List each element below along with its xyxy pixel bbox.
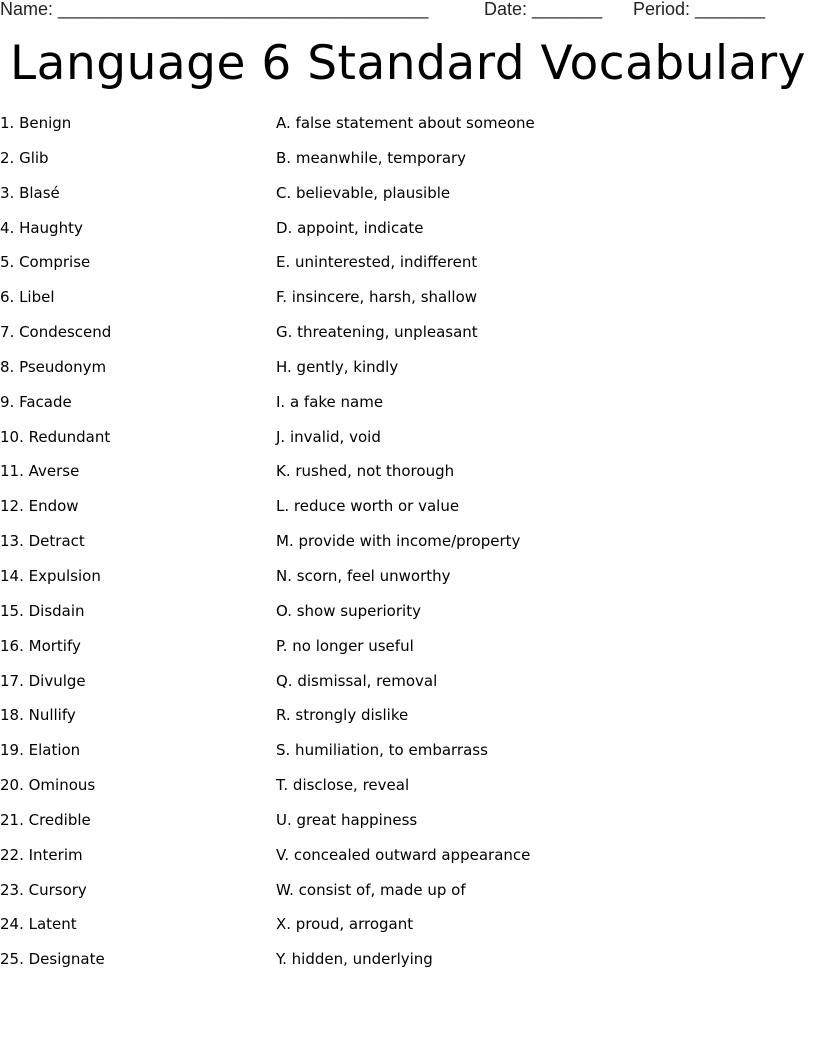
vocab-row <box>0 145 816 180</box>
vocab-row <box>0 528 816 563</box>
vocab-row <box>0 284 816 319</box>
vocab-definition: W. consist of, made up of <box>276 880 466 899</box>
vocab-term: 6. Libel <box>0 288 55 307</box>
vocab-definition: X. proud, arrogant <box>276 915 414 934</box>
vocabulary-list <box>0 110 816 981</box>
vocab-term: 15. Disdain <box>0 601 85 620</box>
date-field[interactable]: Date: _______ <box>484 0 603 19</box>
vocab-row <box>0 215 816 250</box>
vocab-term: 2. Glib <box>0 148 49 167</box>
vocab-term: 22. Interim <box>0 845 83 864</box>
vocab-row <box>0 389 816 424</box>
vocab-definition: G. threatening, unpleasant <box>276 323 478 342</box>
vocab-term: 20. Ominous <box>0 776 96 795</box>
vocab-term: 16. Mortify <box>0 636 81 655</box>
vocab-row <box>0 249 816 284</box>
vocab-term: 7. Condescend <box>0 323 112 342</box>
vocab-definition: F. insincere, harsh, shallow <box>276 288 478 307</box>
vocab-row <box>0 354 816 389</box>
vocab-definition: Q. dismissal, removal <box>276 671 438 690</box>
vocab-definition: Y. hidden, underlying <box>276 950 433 969</box>
vocab-row <box>0 180 816 215</box>
vocab-definition: T. disclose, reveal <box>276 776 410 795</box>
period-field[interactable]: Period: _______ <box>633 0 766 19</box>
vocab-definition: R. strongly dislike <box>276 706 409 725</box>
vocab-definition: H. gently, kindly <box>276 357 399 376</box>
vocab-row <box>0 946 816 981</box>
vocab-definition: U. great happiness <box>276 810 418 829</box>
vocab-row <box>0 877 816 912</box>
vocab-definition: P. no longer useful <box>276 636 414 655</box>
vocab-term: 25. Designate <box>0 950 105 969</box>
vocab-row <box>0 668 816 703</box>
vocab-term: 4. Haughty <box>0 218 83 237</box>
vocab-definition: S. humiliation, to embarrass <box>276 741 488 760</box>
vocab-term: 23. Cursory <box>0 880 87 899</box>
vocab-term: 9. Facade <box>0 392 72 411</box>
vocab-term: 18. Nullify <box>0 706 76 725</box>
vocab-row <box>0 911 816 946</box>
vocab-definition: E. uninterested, indifferent <box>276 253 478 272</box>
vocab-row <box>0 598 816 633</box>
vocab-definition: L. reduce worth or value <box>276 497 460 516</box>
vocab-term: 19. Elation <box>0 741 81 760</box>
vocab-row <box>0 772 816 807</box>
vocab-definition: I. a fake name <box>276 392 384 411</box>
vocab-term: 12. Endow <box>0 497 79 516</box>
vocab-definition: O. show superiority <box>276 601 421 620</box>
vocab-row <box>0 702 816 737</box>
vocab-row <box>0 737 816 772</box>
vocab-term: 11. Averse <box>0 462 80 481</box>
vocab-definition: C. believable, plausible <box>276 183 451 202</box>
vocab-term: 14. Expulsion <box>0 566 101 585</box>
vocab-term: 21. Credible <box>0 810 91 829</box>
vocab-row <box>0 842 816 877</box>
vocab-term: 17. Divulge <box>0 671 86 690</box>
page-title: Language 6 Standard Vocabulary <box>9 36 806 91</box>
vocab-row <box>0 493 816 528</box>
vocab-term: 13. Detract <box>0 532 85 551</box>
vocab-definition: B. meanwhile, temporary <box>276 148 467 167</box>
vocab-term: 8. Pseudonym <box>0 357 107 376</box>
vocab-definition: A. false statement about someone <box>276 114 535 132</box>
vocab-term: 1. Benign <box>0 114 72 132</box>
vocab-row <box>0 563 816 598</box>
vocab-row <box>0 633 816 668</box>
vocab-definition: M. provide with income/property <box>276 532 521 551</box>
vocab-definition: J. invalid, void <box>276 427 381 446</box>
vocab-term: 24. Latent <box>0 915 77 934</box>
vocab-term: 10. Redundant <box>0 427 111 446</box>
vocab-row <box>0 807 816 842</box>
vocab-term: 3. Blasé <box>0 183 60 202</box>
vocab-row <box>0 110 816 145</box>
vocab-row <box>0 458 816 493</box>
vocab-definition: K. rushed, not thorough <box>276 462 455 481</box>
vocab-term: 5. Comprise <box>0 253 91 272</box>
vocab-definition: N. scorn, feel unworthy <box>276 566 451 585</box>
vocab-row <box>0 424 816 459</box>
vocab-definition: D. appoint, indicate <box>276 218 424 237</box>
name-field[interactable]: Name: _____________________________________ <box>0 0 429 19</box>
vocab-row <box>0 319 816 354</box>
vocab-definition: V. concealed outward appearance <box>276 845 531 864</box>
worksheet-header <box>0 0 816 24</box>
